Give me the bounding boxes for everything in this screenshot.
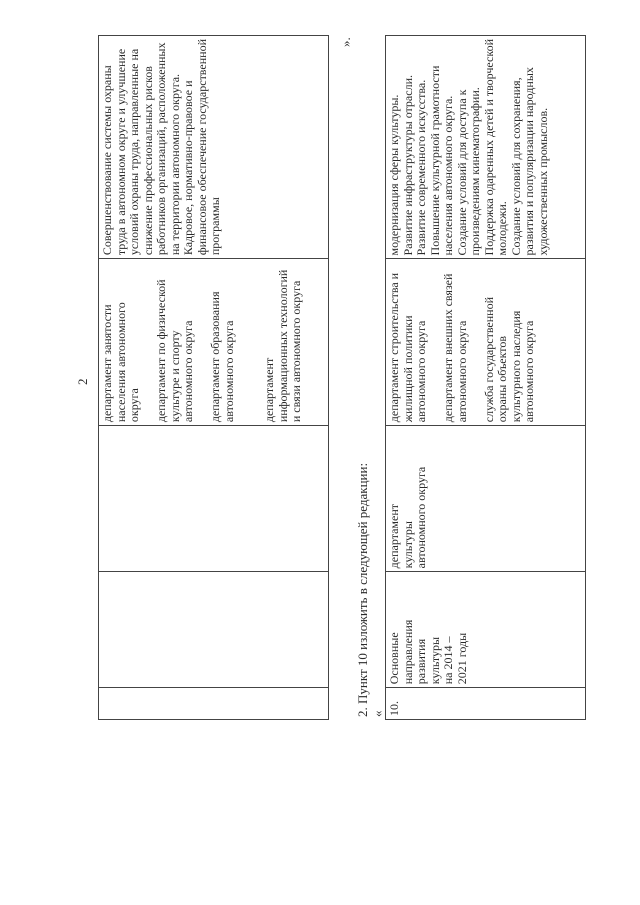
- cell-tasks: [99, 36, 329, 259]
- partner-line: населения автономного: [113, 302, 128, 423]
- partner-line: [196, 262, 210, 422]
- task-line: художественных промыслов.: [535, 107, 550, 256]
- cell-name-empty: [99, 572, 329, 688]
- partner-line: жилищной политики: [400, 315, 415, 423]
- name-line: Основные: [387, 632, 401, 685]
- cell-owner: [386, 426, 586, 572]
- task-line: программы: [208, 197, 222, 256]
- task-line: Повышение культурной грамотности: [427, 65, 442, 256]
- partner-line: автономного округа: [221, 320, 236, 423]
- cell-partners: [386, 259, 586, 426]
- owner-line: автономного округа: [414, 466, 428, 569]
- owner-line: департамент: [387, 504, 401, 569]
- partner-line: [142, 262, 156, 422]
- partner-line: округа: [127, 388, 141, 423]
- cell-tasks: [386, 36, 586, 259]
- partner-line: автономного округа: [181, 320, 195, 423]
- task-line: снижение профессиональных рисков: [140, 66, 155, 256]
- task-line: финансовое обеспечение государственной: [194, 39, 209, 256]
- partner-line: департамент образования: [208, 291, 222, 423]
- cell-num: 10.: [386, 688, 586, 720]
- task-line: Создание условий для доступа к: [454, 89, 469, 256]
- partner-line: департамент внешних связей: [441, 273, 455, 423]
- partner-line: культуре и спорту: [167, 330, 182, 423]
- task-line: условий охраны труда, направленные на: [127, 48, 141, 256]
- partner-line: департамент: [262, 357, 276, 423]
- task-line: на территории автономного округа.: [167, 73, 182, 256]
- partner-line: [469, 262, 483, 422]
- task-line: работников организаций, расположенных: [154, 42, 168, 256]
- task-line: населения автономного округа.: [441, 95, 455, 256]
- partner-line: департамент по физической: [154, 279, 168, 423]
- amend-text: 2. Пункт 10 изложить в следующей редакции:: [355, 462, 370, 717]
- task-line: Создание условий для сохранения,: [508, 77, 523, 256]
- task-line: Поддержка одаренных детей и творческой: [481, 39, 496, 256]
- task-line: произведениям кинематографии.: [468, 87, 482, 256]
- task-line: развития и популяризации народных: [522, 67, 536, 256]
- closing-quote: ».: [338, 37, 353, 47]
- task-line: Совершенствование системы охраны: [100, 65, 114, 256]
- task-line: модернизация сферы культуры.: [387, 94, 401, 256]
- partner-line: [429, 262, 443, 422]
- partner-line: и связи автономного округа: [289, 280, 303, 423]
- name-line: культуры: [427, 636, 442, 685]
- open-quote: «: [370, 710, 385, 717]
- task-line: Развитие инфраструктуры отрасли.: [400, 75, 415, 256]
- name-line: 2021 годы: [454, 632, 469, 685]
- task-line: Развитие современного искусства.: [414, 79, 428, 256]
- table-bottom: [385, 35, 586, 720]
- task-line: Кадровое, нормативно-правовое и: [181, 80, 195, 256]
- partner-line: служба государственной: [481, 296, 496, 423]
- partner-line: охраны объектов: [495, 335, 509, 423]
- partner-line: [250, 262, 264, 422]
- name-line: развития: [414, 638, 428, 685]
- owner-line: культуры: [400, 521, 415, 569]
- task-line: молодежи.: [495, 201, 509, 256]
- cell-owner-empty: [99, 426, 329, 572]
- table-top: [98, 35, 329, 720]
- name-line: направления: [400, 619, 415, 685]
- cell-name: [386, 572, 586, 688]
- partner-line: информационных технологий: [275, 269, 290, 423]
- partner-line: культурного наследия: [508, 310, 523, 423]
- name-line: на 2014 –: [441, 636, 455, 685]
- cell-num-empty: [99, 688, 329, 720]
- partner-line: [236, 262, 250, 422]
- partner-line: департамент занятости: [100, 304, 114, 423]
- task-line: труда в автономном округе и улучшение: [113, 48, 128, 256]
- page-number: 2: [75, 378, 90, 385]
- partner-line: автономного округа: [454, 320, 469, 423]
- partner-line: автономного округа: [414, 320, 428, 423]
- partner-line: департамент строительства и: [387, 272, 401, 423]
- partner-line: автономного округа: [522, 320, 536, 423]
- cell-partners: [99, 259, 329, 426]
